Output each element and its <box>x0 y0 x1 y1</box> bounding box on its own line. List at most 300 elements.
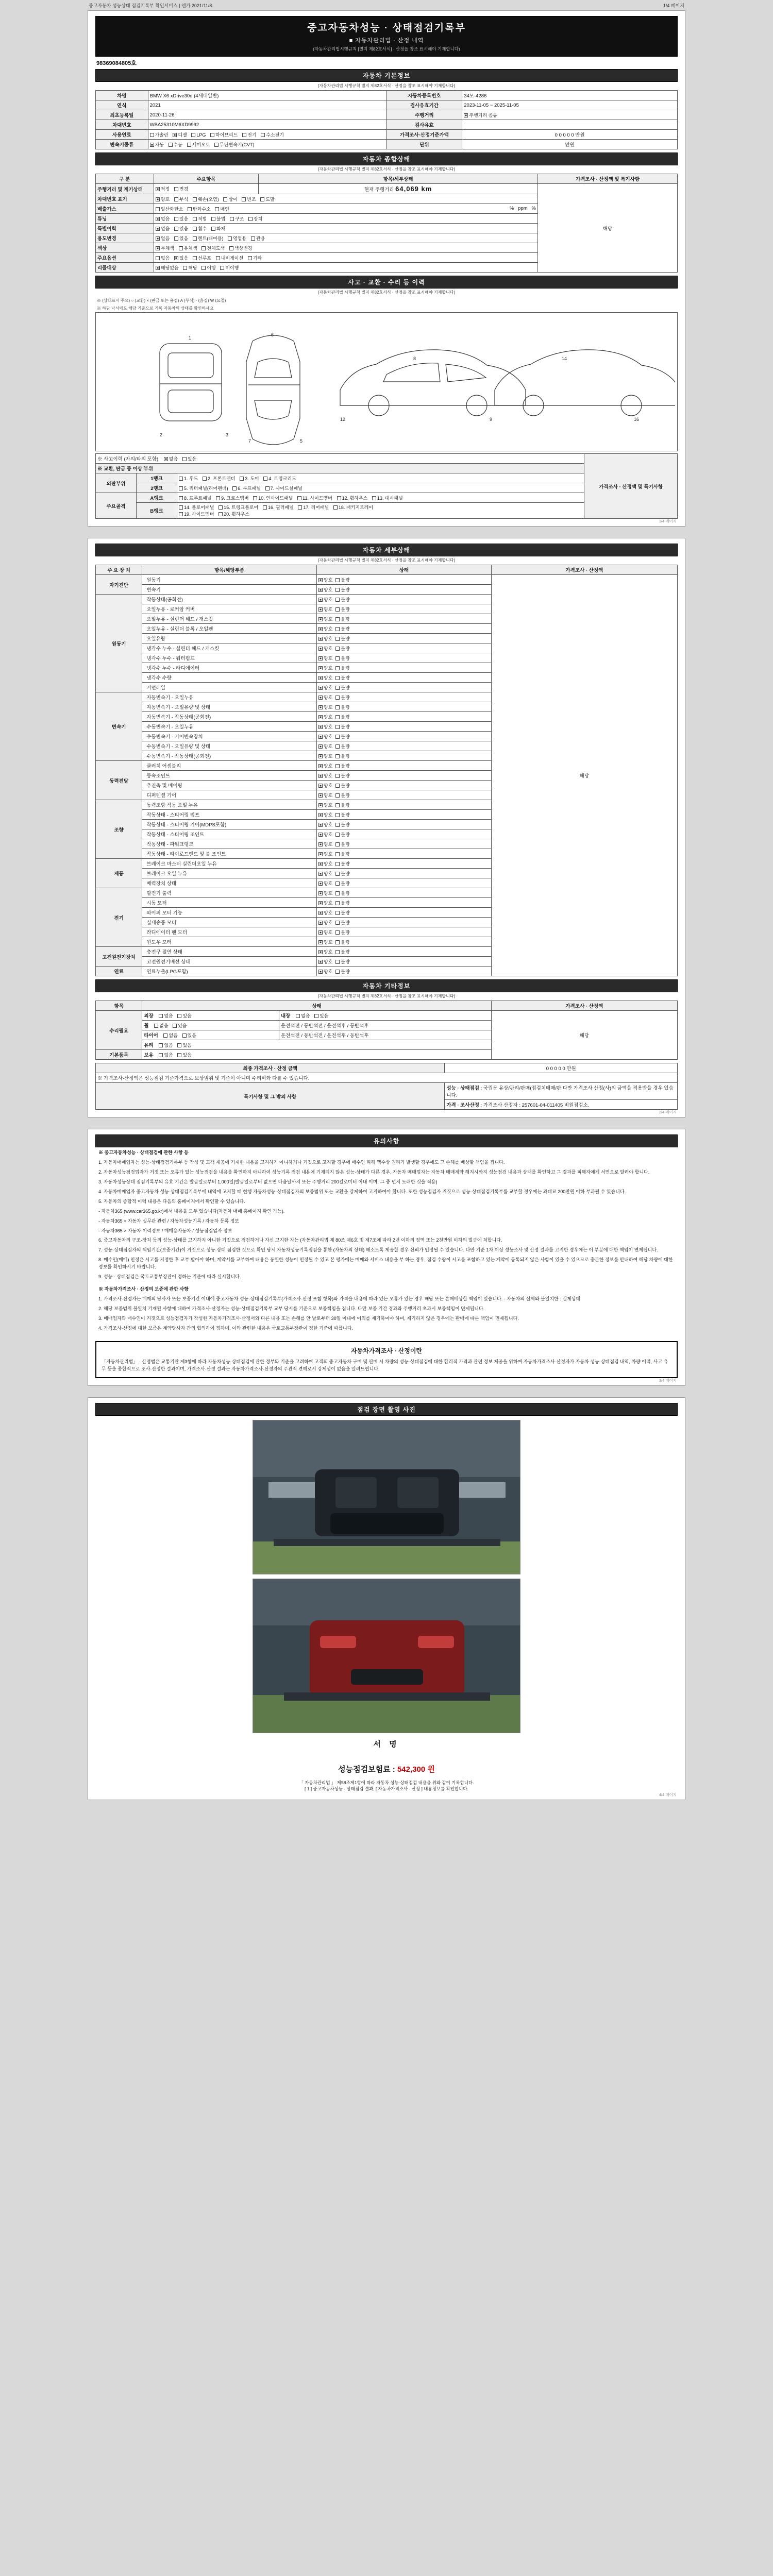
etc-opt[interactable]: 없음 <box>154 1022 168 1029</box>
detail-state <box>317 732 492 741</box>
part-item[interactable]: 2. 프론트펜더 <box>203 475 235 482</box>
detail-state-option[interactable]: 양호 <box>318 909 332 916</box>
detail-state-option[interactable]: 불량 <box>335 616 349 622</box>
section-etc-sub: (자동차관리법 시행규칙 별지 제82호서식 · 산정을 참조 표시해야 기재합니다) <box>317 994 456 998</box>
detail-state-option[interactable]: 불량 <box>335 772 349 779</box>
cond-3-opt-1[interactable]: 있음 <box>174 215 188 222</box>
cond-cat-1: 차대번호 표기 <box>96 194 154 204</box>
detail-state-option[interactable]: 불량 <box>335 694 349 701</box>
remarks-key-0: 성능 · 상태점검 <box>446 1086 479 1091</box>
cond-0-opt-0[interactable]: 적정 <box>156 185 170 192</box>
table-row <box>96 454 678 464</box>
basic-label2-5: 단위 <box>386 140 462 149</box>
detail-state-option[interactable]: 불량 <box>335 851 349 857</box>
detail-price-note: 해당 <box>491 575 677 976</box>
etc-header-2: 가격조사 · 산정액 <box>491 1001 677 1011</box>
part-item[interactable]: 1. 후드 <box>179 475 198 482</box>
detail-state-option[interactable]: 양호 <box>318 870 332 877</box>
detail-state-option[interactable]: 양호 <box>318 792 332 799</box>
detail-state-option[interactable]: 불량 <box>335 782 349 789</box>
fuel-option-4[interactable]: 전기 <box>242 131 256 138</box>
price-summary-title: 최종 가격조사 · 산정 금액 <box>96 1063 445 1073</box>
caution-b2-item: 2. 해당 보증범위 불일치 기재된 사항에 대하여 가격조사·산정자는 성능·상태점검기록부 교부 당시를 기준으로 보증책임을 집니다. 다만 보증 기간 경과와 주행거리 초과시 보증책임이 면제됩니다. <box>98 1306 485 1311</box>
cond-3-opt-5[interactable]: 장치 <box>248 215 262 222</box>
caution-item: - 자동차365 > 자동차 이력정보 / 매매용자동차 / 성능점검업자 정보 <box>98 1228 232 1233</box>
accident-parts-note: ※ 교환, 판금 등 이상 부위 <box>96 464 584 473</box>
detail-state <box>317 761 492 771</box>
table-row <box>96 1073 678 1083</box>
caution-item: - 자동차365 > 자동차 실무관 관련 / 자동차성능기록 / 자동차 등록 정보 <box>98 1218 240 1224</box>
etc-opt[interactable]: 없음 <box>159 1052 173 1058</box>
detail-state-option[interactable]: 불량 <box>335 596 349 603</box>
detail-state <box>317 947 492 957</box>
table-row <box>96 100 678 110</box>
caution-head-1: ※ 중고자동차성능 · 상태점검에 관한 사항 등 <box>98 1150 189 1155</box>
detail-state-option[interactable]: 불량 <box>335 577 349 583</box>
part-item[interactable]: 15. 트렁크플로어 <box>219 504 258 511</box>
condition-table <box>95 174 678 273</box>
parts-rank-1: 2랭크 <box>137 483 177 493</box>
cond-items-6 <box>154 243 537 253</box>
part-item[interactable]: 19. 사이드멤버 <box>179 511 214 517</box>
detail-state-option[interactable]: 양호 <box>318 743 332 750</box>
detail-state-option[interactable]: 불량 <box>335 625 349 632</box>
trans-option-1[interactable]: 수동 <box>169 141 182 148</box>
etc-part-glass <box>142 1040 491 1050</box>
detail-state-option[interactable]: 양호 <box>318 606 332 613</box>
part-item[interactable]: 3. 도어 <box>240 475 259 482</box>
part-item[interactable]: 17. 리어패널 <box>298 504 329 511</box>
cond-8-opt-2[interactable]: 이행 <box>201 264 215 271</box>
cond-items-0 <box>154 184 258 194</box>
svg-text:12: 12 <box>340 417 346 422</box>
svg-text:8: 8 <box>413 356 416 361</box>
cond-items-4 <box>154 224 537 233</box>
detail-state-option[interactable]: 양호 <box>318 958 332 965</box>
page-1 <box>88 10 685 527</box>
svg-text:14: 14 <box>562 356 567 361</box>
price-standard-label: 가격조사·산정기준가액 <box>386 130 462 140</box>
accident-opt-yes[interactable]: 있음 <box>182 455 196 462</box>
detail-state-option[interactable]: 양호 <box>318 674 332 681</box>
detail-state-option[interactable]: 양호 <box>318 860 332 867</box>
trans-option-0[interactable]: 자동 <box>150 141 164 148</box>
accident-note-2: ※ 하단 낙서에도 해당 기준으로 기록 자동차의 상태를 확인하세요 <box>97 306 214 311</box>
detail-state-option[interactable]: 불량 <box>335 890 349 896</box>
detail-state-option[interactable]: 불량 <box>335 733 349 740</box>
part-item[interactable]: 16. 필러패널 <box>263 504 294 511</box>
part-item[interactable]: 5. 쿼터패널(리어펜더) <box>179 485 228 492</box>
etc-opt[interactable]: 없음 <box>296 1012 310 1019</box>
etc-cat-repair: 수리필요 <box>96 1011 142 1050</box>
detail-state <box>317 643 492 653</box>
document-title: 중고자동차성능 · 상태점검기록부 <box>307 23 466 33</box>
detail-state-option[interactable]: 양호 <box>318 645 332 652</box>
detail-state-option[interactable]: 불량 <box>335 948 349 955</box>
detail-state-option[interactable]: 양호 <box>318 762 332 769</box>
detail-state-option[interactable]: 양호 <box>318 704 332 710</box>
cond-7-opt-3[interactable]: 내비게이션 <box>216 255 243 261</box>
part-item[interactable]: 13. 대시패널 <box>372 495 403 501</box>
detail-state-option[interactable]: 양호 <box>318 733 332 740</box>
detail-state-option[interactable]: 양호 <box>318 694 332 701</box>
etc-part-basic <box>142 1050 491 1060</box>
page-topstrip-1 <box>88 0 685 10</box>
cond-4-opt-1[interactable]: 있음 <box>174 225 188 232</box>
page-2 <box>88 538 685 1117</box>
detail-state <box>317 673 492 683</box>
parts-items-1 <box>177 483 584 493</box>
detail-state-option[interactable]: 불량 <box>335 704 349 710</box>
part-item[interactable]: 6. 루프패널 <box>232 485 261 492</box>
cond-7-opt-1[interactable]: 있음 <box>174 255 188 261</box>
detail-state-option[interactable]: 양호 <box>318 655 332 662</box>
document-header <box>95 16 678 57</box>
inspection-fee-row <box>95 1764 678 1774</box>
table-header-row <box>96 174 678 184</box>
part-item[interactable]: 7. 사이드실패널 <box>265 485 303 492</box>
cond-7-opt-0[interactable]: 없음 <box>156 255 170 261</box>
detail-state-option[interactable]: 양호 <box>318 900 332 906</box>
detail-state-option[interactable]: 불량 <box>335 821 349 828</box>
etc-part-label2: 내장 <box>280 1013 291 1019</box>
section-condition-sub: (자동차관리법 시행규칙 별지 제82호서식 · 산정을 참조 표시해야 기재합니다) <box>317 167 456 172</box>
cond-0-state-label: 현재 주행거리 <box>364 187 394 193</box>
cond-cat-4: 특별이력 <box>96 224 154 233</box>
cond-6-opt-1[interactable]: 유채색 <box>179 245 197 251</box>
fuel-option-0[interactable]: 가솔린 <box>150 131 169 138</box>
detail-state <box>317 624 492 634</box>
cond-1-opt-3[interactable]: 상이 <box>223 196 237 202</box>
detail-part: 수동변속기 - 기어변속장치 <box>142 732 317 741</box>
etc-opt[interactable]: 없음 <box>159 1042 173 1048</box>
cond-5-opt-0[interactable]: 없음 <box>156 235 170 242</box>
cond-7-opt-4[interactable]: 기타 <box>248 255 262 261</box>
detail-state-option[interactable]: 불량 <box>335 870 349 877</box>
cond-4-opt-2[interactable]: 침수 <box>193 225 207 232</box>
detail-state-option[interactable]: 불량 <box>335 802 349 808</box>
cond-3-opt-4[interactable]: 구조 <box>230 215 244 222</box>
detail-header-2: 상태 <box>317 565 492 575</box>
part-item[interactable]: 20. 휠하우스 <box>219 511 249 517</box>
svg-text:7: 7 <box>248 438 251 444</box>
fuel-option-5[interactable]: 수소전기 <box>261 131 284 138</box>
detail-state-option[interactable]: 불량 <box>335 645 349 652</box>
caution-item: 6. 중고자동차의 구조·장치 등의 성능·상태를 고지하지 아니한 거짓으로 점검하거나 자신 고지한 자는 (자동차관리법 제 80조 제6호 및 제7조에 따라 2년 이하의 징역 또는 2천만원 이하의 벌금에 처합니다. <box>98 1238 502 1243</box>
detail-state-option[interactable]: 양호 <box>318 811 332 818</box>
price-summary-table <box>95 1063 678 1110</box>
detail-state-option[interactable]: 불량 <box>335 831 349 838</box>
cond-1-opt-0[interactable]: 양호 <box>156 196 170 202</box>
etc-wheel-pos: 운전석전 / 동반석전 / 운전석후 / 동반석후 <box>279 1021 491 1030</box>
detail-state-option[interactable]: 양호 <box>318 802 332 808</box>
detail-state-option[interactable]: 양호 <box>318 596 332 603</box>
photo-rear-svg <box>253 1579 520 1733</box>
detail-state-option[interactable]: 불량 <box>335 792 349 799</box>
fuel-option-1[interactable]: 디젤 <box>173 131 187 138</box>
cond-6-opt-2[interactable]: 전체도색 <box>201 245 225 251</box>
cond-price-note: 해당 <box>538 184 678 273</box>
mileage-type-option[interactable]: 주행거리 종류 <box>464 112 497 118</box>
detail-part: 변속기 <box>142 585 317 595</box>
etc-header-1: 상태 <box>142 1001 491 1011</box>
detail-state-option[interactable]: 불량 <box>335 939 349 945</box>
detail-state-option[interactable]: 양호 <box>318 939 332 945</box>
table-row <box>96 1011 678 1021</box>
document-subnote: (자동차관리법시행규칙 [별지 제82호서식] · 산정을 참조 표시해야 기재합니다) <box>313 46 460 52</box>
basic-label-2: 최초등록일 <box>96 110 148 120</box>
detail-group-4: 조향 <box>96 800 142 859</box>
part-item[interactable]: 4. 트렁크리드 <box>263 475 296 482</box>
cond-8-opt-1[interactable]: 해당 <box>183 264 197 271</box>
fuel-option-2[interactable]: LPG <box>191 132 206 138</box>
etc-opt[interactable]: 있음 <box>182 1032 196 1039</box>
cond-5-opt-3[interactable]: 영업용 <box>228 235 246 242</box>
svg-text:3: 3 <box>226 432 229 437</box>
caution-item: 8. 매수인(매매) 인정은 시고를 지정한 후 교부 받아야 하며, 계약서를 교부하여 내용은 동일한 성능이 인정될 수 있고 본 평가에는 매매와 서비스 내용을 부 하는 경우, 점검 수량이 시고를 포함하고 있는 계약에 등록되지 않은 사항이 있을 수 있으므로 충분한 정보를 안내하여 해당 차량에 대한 정보를 확인하시기 바랍니다. <box>98 1257 673 1270</box>
price-standard-value: 0 0 0 0 0 만원 <box>462 130 678 140</box>
cond-1-opt-4[interactable]: 변조 <box>242 196 256 202</box>
price-summary-note: ※ 가격조사·산정액은 성능점검 기준가격으로 보상범위 및 기준이 아니며 수리비와 다를 수 있습니다. <box>96 1073 678 1083</box>
section-basic-sub: (자동차관리법 시행규칙 별지 제82호서식 · 산정을 참조 표시해야 기재합니다) <box>317 83 456 88</box>
detail-state-option[interactable]: 불량 <box>335 743 349 750</box>
accident-history-label: ※ 사고이력 (자의/타의 포함) <box>97 456 159 462</box>
detail-part: 자동변속기 - 작동상태(공회전) <box>142 712 317 722</box>
detail-part: 오일누유 - 로커암 커버 <box>142 604 317 614</box>
detail-state-option[interactable]: 양호 <box>318 753 332 759</box>
detail-state-option[interactable]: 양호 <box>318 841 332 848</box>
detail-state-option[interactable]: 양호 <box>318 851 332 857</box>
cond-cat-3: 튜닝 <box>96 214 154 224</box>
detail-state-option[interactable]: 불량 <box>335 684 349 691</box>
caution-title: 유의사항 <box>95 1134 678 1147</box>
car-diagram-svg <box>98 313 675 450</box>
parts-items-3 <box>177 503 584 519</box>
remarks-label: 특기사항 및 그 밖의 사항 <box>96 1083 445 1110</box>
detail-state-option[interactable]: 양호 <box>318 577 332 583</box>
table-header-row <box>96 1001 678 1011</box>
cond-5-opt-4[interactable]: 관용 <box>251 235 265 242</box>
page-3-tag: 3/4 페이지 <box>659 1378 677 1383</box>
detail-part: 냉각수 수량 <box>142 673 317 683</box>
svg-text:2: 2 <box>160 432 163 437</box>
detail-state-option[interactable]: 불량 <box>335 753 349 759</box>
detail-state-option[interactable]: 양호 <box>318 772 332 779</box>
cond-3-opt-0[interactable]: 없음 <box>156 215 170 222</box>
detail-state-option[interactable]: 양호 <box>318 723 332 730</box>
detail-state <box>317 781 492 790</box>
cond-4-opt-0[interactable]: 없음 <box>156 225 170 232</box>
part-item[interactable]: 12. 휠하우스 <box>337 495 368 501</box>
fuel-option-3[interactable]: 하이브리드 <box>210 131 238 138</box>
part-item[interactable]: 10. 인사이드패널 <box>253 495 293 501</box>
detail-state-option[interactable]: 양호 <box>318 586 332 593</box>
detail-state-option[interactable]: 양호 <box>318 929 332 936</box>
cond-header-3: 가격조사 · 산정액 및 특기사항 <box>538 174 678 184</box>
detail-part: 냉각수 누수 - 라디에이터 <box>142 663 317 673</box>
detail-state <box>317 898 492 908</box>
cond-1-opt-5[interactable]: 도말 <box>260 196 274 202</box>
detail-state-option[interactable]: 불량 <box>335 635 349 642</box>
svg-text:5: 5 <box>300 438 303 444</box>
detail-state-option[interactable]: 불량 <box>335 909 349 916</box>
trans-option-3[interactable]: 무단변속기(CVT) <box>214 141 254 148</box>
detail-state-option[interactable]: 불량 <box>335 714 349 720</box>
detail-state <box>317 820 492 829</box>
part-item[interactable]: 8. 프론트패널 <box>179 495 211 501</box>
detail-state-option[interactable]: 양호 <box>318 948 332 955</box>
detail-state-option[interactable]: 양호 <box>318 831 332 838</box>
detail-state-option[interactable]: 양호 <box>318 890 332 896</box>
detail-state-option[interactable]: 불량 <box>335 968 349 975</box>
detail-state-option[interactable]: 불량 <box>335 929 349 936</box>
parts-items-0 <box>177 473 584 483</box>
detail-part: 작동상태(공회전) <box>142 595 317 604</box>
cond-8-opt-3[interactable]: 미이행 <box>220 264 239 271</box>
cond-2-opt-1[interactable]: 탄화수소 <box>188 206 211 212</box>
basic-label-5: 변속기종류 <box>96 140 148 149</box>
parts-group-1: 주요골격 <box>96 493 137 519</box>
detail-part: 냉각수 누수 - 실린더 헤드 / 개스킷 <box>142 643 317 653</box>
parts-rank-3: B랭크 <box>137 503 177 519</box>
etc-opt[interactable]: 있음 <box>173 1022 187 1029</box>
cond-0-opt-1[interactable]: 변경 <box>174 185 188 192</box>
cond-cat-0: 주행거리 및 계기상태 <box>96 184 154 194</box>
svg-text:16: 16 <box>634 417 640 422</box>
detail-state-option[interactable]: 불량 <box>335 841 349 848</box>
detail-state-option[interactable]: 양호 <box>318 782 332 789</box>
etc-opt[interactable]: 있음 <box>177 1052 191 1058</box>
detail-state-option[interactable]: 불량 <box>335 811 349 818</box>
caution-b2-item: 3. 매매업자와 매수인이 거짓으로 성능점검자가 작성한 자동차가격조사·산정서와 다른 내용 또는 손해를 안 날로부터 30일 이내에 이의를 제기하여야 하며, 제기하지 않은 경우에는 판매에 따른 책임이 면제됩니다. <box>98 1315 519 1321</box>
etc-opt[interactable]: 있음 <box>177 1042 191 1048</box>
detail-part: 충전구 절연 상태 <box>142 947 317 957</box>
detail-part: 오일누유 - 실린더 블록 / 오일팬 <box>142 624 317 634</box>
detail-state-option[interactable]: 양호 <box>318 968 332 975</box>
cond-3-opt-2[interactable]: 적법 <box>193 215 207 222</box>
detail-state-option[interactable]: 불량 <box>335 762 349 769</box>
detail-part: 자동변속기 - 오일유량 및 상태 <box>142 702 317 712</box>
cond-8-opt-0[interactable]: 해당없음 <box>156 264 179 271</box>
detail-table-body <box>96 575 678 976</box>
fuel-options <box>148 130 386 140</box>
detail-part: 윈도우 모터 <box>142 937 317 947</box>
detail-part: 연료누출(LPG포함) <box>142 967 317 976</box>
detail-group-8: 연료 <box>96 967 142 976</box>
table-row <box>96 184 678 194</box>
definition-box-text: 「자동차관리법」 · 산정법은 교통기관 제3항에 따라 자동차성능·상태점검에 관한 정부와 기준을 고려하여 고객의 중고자동차 구매 및 판매 시 차량의 성능·상태점검에 대한 합리적 가격과 관련 정보 제공을 위하여 자동차가격조사·산정자가 자동차 성능·상태점검 내역, 차량 이력, 사고 유무 등을 종합적으로 조사·산정한 결과이며, 가격조사·산정 결과는 자동차가격조사·산정자의 주관적 견해로서 강제성이 없음을 알려드립니다. <box>102 1359 668 1372</box>
detail-state-option[interactable]: 양호 <box>318 880 332 887</box>
detail-state-option[interactable]: 양호 <box>318 635 332 642</box>
photo-front-svg <box>253 1420 520 1574</box>
detail-state-option[interactable]: 불량 <box>335 919 349 926</box>
price-summary-unit: 0 0 0 0 0 만원 <box>445 1063 678 1073</box>
accident-opt-none[interactable]: 없음 <box>164 455 178 462</box>
detail-state-option[interactable]: 불량 <box>335 900 349 906</box>
detail-state-option[interactable]: 불량 <box>335 860 349 867</box>
etc-opt[interactable]: 없음 <box>159 1012 173 1019</box>
cond-5-opt-1[interactable]: 있음 <box>174 235 188 242</box>
basic-label2-0: 자동차등록번호 <box>386 91 462 100</box>
detail-state-option[interactable]: 불량 <box>335 958 349 965</box>
section-detail-title: 자동차 세부상태 <box>95 544 678 556</box>
detail-state-option[interactable]: 양호 <box>318 616 332 622</box>
detail-state-option[interactable]: 양호 <box>318 821 332 828</box>
etc-opt[interactable]: 있음 <box>314 1012 328 1019</box>
cond-1-opt-1[interactable]: 부식 <box>174 196 188 202</box>
detail-state-option[interactable]: 양호 <box>318 684 332 691</box>
part-item[interactable]: 11. 사이드멤버 <box>297 495 332 501</box>
detail-state <box>317 878 492 888</box>
cond-6-opt-3[interactable]: 색상변경 <box>229 245 253 251</box>
detail-state-option[interactable]: 양호 <box>318 919 332 926</box>
part-item[interactable]: 18. 패키지트레이 <box>333 504 373 511</box>
detail-part: 브레이크 마스터 실린더오일 누유 <box>142 859 317 869</box>
accident-history-row <box>96 454 584 464</box>
detail-state <box>317 967 492 976</box>
detail-state-option[interactable]: 양호 <box>318 665 332 671</box>
detail-state-option[interactable]: 불량 <box>335 655 349 662</box>
cond-2-opt-0[interactable]: 일산화탄소 <box>156 206 183 212</box>
topstrip-left: 중고자동차 성능상태 점검기록부 확인서비스 | 엔카 2021/11/8. <box>89 3 213 8</box>
detail-state-option[interactable]: 불량 <box>335 586 349 593</box>
detail-state-option[interactable]: 양호 <box>318 714 332 720</box>
detail-part: 클러치 어셈블리 <box>142 761 317 771</box>
detail-header-3: 가격조사 · 산정액 <box>491 565 677 575</box>
part-item[interactable]: 14. 플로어패널 <box>179 504 214 511</box>
detail-state-option[interactable]: 불량 <box>335 606 349 613</box>
signature-area[interactable] <box>95 1749 678 1760</box>
caution-item: 7. 성능·상태점검자의 책임기간(보증기간)이 거짓으로 성능·상태 점검한 것으로 확인 당시 자동차성능기록점검을 통한 (자동차의 상태) 해소도록 제공할 경우 신뢰가 인정될 수 있습니다. 다만 기준 1차 이상 성능조사 및 산정 결과를 고지한 경우에는 이 부분에 대한 책임이 면제됩니다. <box>98 1247 658 1253</box>
signature-title: 서 명 <box>373 1739 400 1749</box>
detail-state-option[interactable]: 불량 <box>335 665 349 671</box>
basic-value-0: BMW X6 xDrive30d (4세대일반) <box>148 91 386 100</box>
detail-state-option[interactable]: 불량 <box>335 880 349 887</box>
cond-3-opt-3[interactable]: 불법 <box>211 215 225 222</box>
table-row <box>96 1063 678 1073</box>
detail-state <box>317 692 492 702</box>
detail-state <box>317 751 492 761</box>
cond-1-opt-2[interactable]: 훼손(오염) <box>193 196 219 202</box>
trans-options <box>148 140 386 149</box>
cond-2-opt-2[interactable]: 매연 <box>215 206 229 212</box>
cond-items-5 <box>154 233 537 243</box>
caution-body <box>95 1147 678 1337</box>
cond-6-opt-0[interactable]: 무채색 <box>156 245 174 251</box>
etc-tire-pos: 운전석전 / 동반석전 / 운전석후 / 동반석후 <box>279 1030 491 1040</box>
detail-state-option[interactable]: 양호 <box>318 625 332 632</box>
remarks-key-1: 가격 · 조사산정 <box>446 1103 479 1108</box>
trans-option-2[interactable]: 세미오토 <box>187 141 210 148</box>
footer-note-2: [ 1 ] 중고자동차성능 · 상태점검 결과, [ 자동차가격조사 · 산정 ] 내용정보를 확인합니다. <box>304 1786 468 1792</box>
cond-7-opt-2[interactable]: 선루프 <box>193 255 211 261</box>
detail-part: 작동상태 - 타이로드엔드 및 볼 조인트 <box>142 849 317 859</box>
basic-value2-5: 만원 <box>462 140 678 149</box>
part-item[interactable]: 9. 크로스멤버 <box>216 495 248 501</box>
parts-items-2 <box>177 493 584 503</box>
detail-group-6: 전기 <box>96 888 142 947</box>
detail-state-option[interactable]: 불량 <box>335 674 349 681</box>
cond-4-opt-3[interactable]: 화재 <box>211 225 225 232</box>
page-4-tag: 4/4 페이지 <box>659 1792 677 1798</box>
etc-part-label: 타이어 <box>144 1033 158 1039</box>
etc-opt[interactable]: 없음 <box>163 1032 177 1039</box>
cond-5-opt-2[interactable]: 렌트(대여용) <box>193 235 223 242</box>
basic-label2-1: 검사유효기간 <box>386 100 462 110</box>
etc-opt[interactable]: 있음 <box>177 1012 191 1019</box>
detail-state-option[interactable]: 불량 <box>335 723 349 730</box>
remarks-value-1: 가격조사 산정자 : 257601-04-011405 비원점검소. <box>483 1103 590 1108</box>
